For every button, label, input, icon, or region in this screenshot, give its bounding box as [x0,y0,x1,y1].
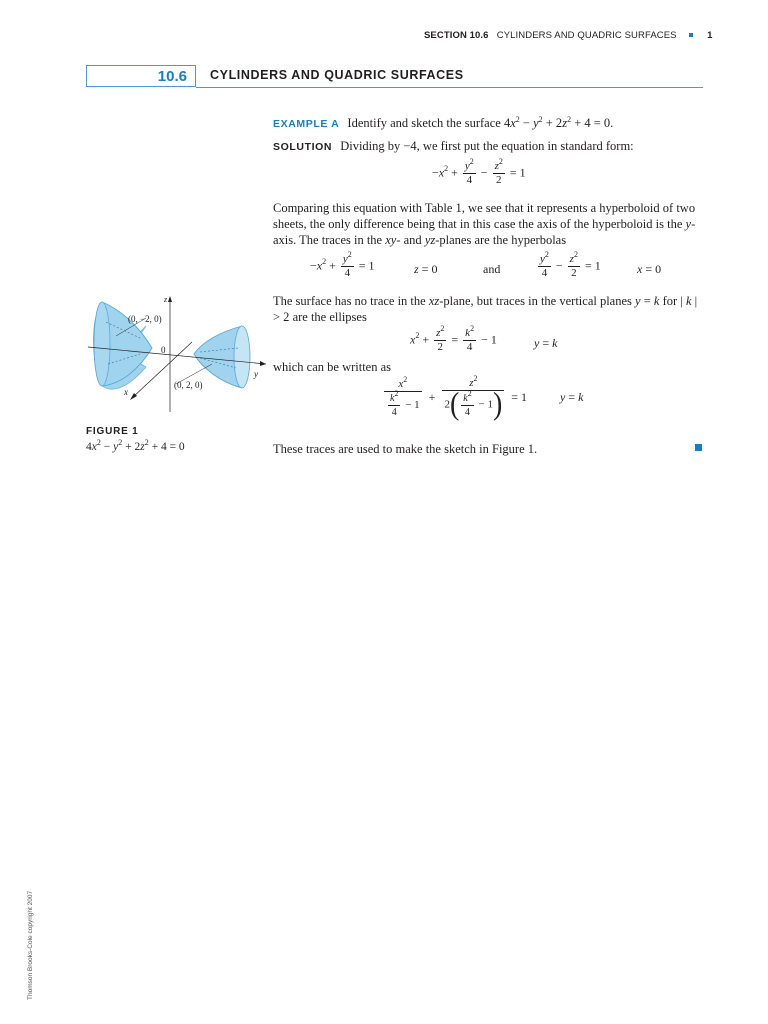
plane-x-zero: x = 0 [637,262,662,276]
z-axis-label: z [164,295,168,304]
running-header [424,30,713,41]
example-text: Identify and sketch the surface [347,116,501,130]
header-section-label: SECTION 10.6 [424,30,489,41]
normalized-ellipse-equation: $x^2$ $\frac{k^2}{4}$ − 1 + $z^2$ 2( $\frac{k^2}{4}$ − 1) = 1 [380,377,527,419]
end-of-example-marker [695,444,702,451]
ellipse-plane: y = k [534,336,558,350]
standard-form-equation: $-x^2$ + $\frac{y^2}{4}$ − $\frac{z^2}{2}$ = 1 [432,157,526,186]
solution-label: SOLUTION [273,141,333,153]
y-axis-label: y [254,369,258,379]
copyright-notice: Thomson Brooks-Cole copyright 2007 [27,890,34,1000]
paragraph-comparison-tail2: - and [396,233,422,247]
paragraph-comparison-tail: -axis. The traces in the [273,217,696,247]
figure-label: FIGURE 1 [86,426,139,437]
section-rule [196,87,703,88]
paragraph-traces: The surface has no trace in the xz-plane, but traces in the vertical planes y = k for | k | > 2 are the ellipses [273,294,698,324]
which-text: which can be written as [273,360,392,374]
paragraph-comparison-tail3: -planes are the hyperbolas [435,233,567,247]
header-section-title: CYLINDERS AND QUADRIC SURFACES [496,30,677,41]
normalized-ellipse-plane: y = k [560,390,584,404]
solution-text: Dividing by −4, we first put the equation in standard form: [340,139,634,153]
paragraph-traces-c: for [662,294,678,308]
and-word: and [483,262,501,276]
hyperbola-trace-2: $\frac{y^2}{4}$ − $\frac{z^2}{2}$ = 1 [540,250,601,279]
paragraph-traces-d: are the ellipses [292,310,367,324]
section-title: CYLINDERS AND QUADRIC SURFACES [210,68,464,82]
origin-label: 0 [161,345,166,355]
page-number: 1 [707,30,713,41]
paragraph-traces-a: The surface has no trace in the [273,294,426,308]
paragraph-comparison: Comparing this equation with Table 1, we see that it represents a hyperboloid of two sheets, the only difference being that in this case the axis of the hyperboloid is the y-axis. The traces in the xy- and yz-planes are the hyperbolas [273,201,696,247]
paragraph-comparison-text: Comparing this equation with Table 1, we see that it represents a hyperboloid of two sheets, the only difference being that in this case the axis of the hyperboloid is the [273,201,696,231]
hyperboloid-figure [80,292,270,417]
example-equation: $4x^2 - y^2 + 2z^2 + 4 = 0$. [503,115,614,130]
solution-line [273,138,703,155]
example-label: EXAMPLE A [273,118,340,130]
right-sheet [194,326,250,388]
header-bullet [689,33,693,37]
hyperbola-trace-1: $-x^2$ + $\frac{y^2}{4}$ = 1 [310,250,375,279]
paragraph-traces-b: -plane, but traces in the vertical planes [439,294,632,308]
x-axis-label: x [124,387,128,397]
closing-text: These traces are used to make the sketch in Figure 1. [273,442,538,456]
plane-z-zero: z = 0 [414,262,438,276]
ellipse-equation: $x^2$ + $\frac{z^2}{2}$ = $\frac{k^2}{4}$ − 1 [410,324,497,353]
example-line [273,115,703,133]
left-point-label: (0, −2, 0) [128,314,162,324]
right-point-label: (0, 2, 0) [174,380,203,390]
section-number: 10.6 [157,68,187,85]
section-number-box [86,65,196,87]
figure-equation: $4x^2 - y^2 + 2z^2 + 4 = 0$ [86,438,185,453]
